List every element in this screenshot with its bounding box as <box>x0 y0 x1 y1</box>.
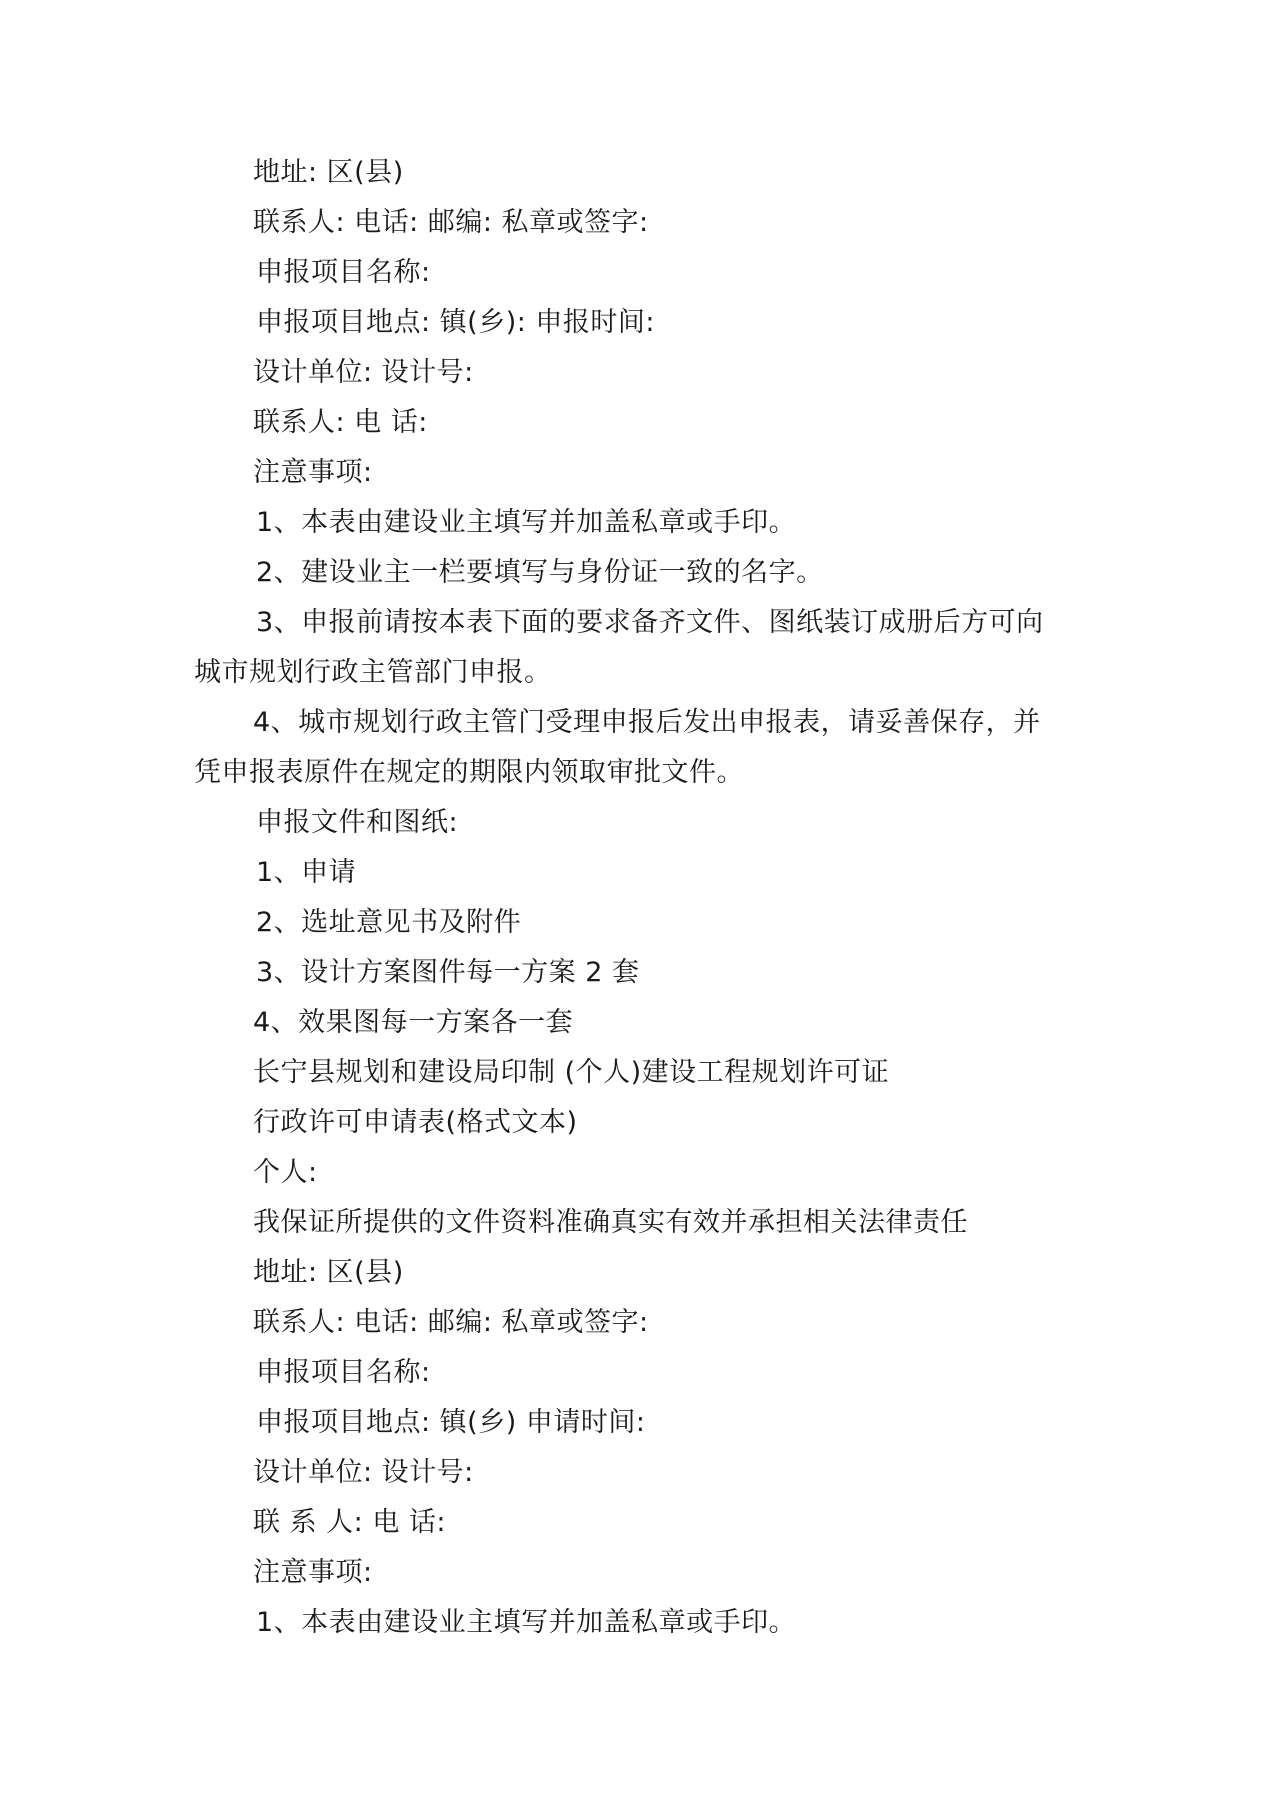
text-line: 我保证所提供的文件资料准确真实有效并承担相关法律责任 <box>253 1207 968 1238</box>
text-line: 申报项目名称: <box>256 257 431 288</box>
text-line: 1、申请 <box>256 857 357 888</box>
text-line: 长宁县规划和建设局印制 (个人)建设工程规划许可证 <box>253 1057 890 1088</box>
text-line: 注意事项: <box>253 1557 373 1588</box>
text-line: 设计单位: 设计号: <box>253 357 474 388</box>
text-line: 4、城市规划行政主管门受理申报后发出申报表，请妥善保存，并 <box>253 707 1041 738</box>
text-line: 地址: 区(县) <box>253 1257 404 1288</box>
text-line: 2、选址意见书及附件 <box>256 907 522 938</box>
text-line: 城市规划行政主管部门申报。 <box>194 657 552 688</box>
text-line: 凭申报表原件在规定的期限内领取审批文件。 <box>194 757 744 788</box>
text-line: 注意事项: <box>253 457 373 488</box>
text-line: 个人: <box>253 1157 318 1188</box>
text-line: 3、设计方案图件每一方案 2 套 <box>256 957 640 988</box>
text-line: 联 系 人: 电 话: <box>253 1507 447 1538</box>
text-line: 1、本表由建设业主填写并加盖私章或手印。 <box>256 507 797 538</box>
text-line: 申报文件和图纸: <box>256 807 459 838</box>
text-line: 联系人: 电话: 邮编: 私章或签字: <box>253 207 649 238</box>
text-line: 申报项目地点: 镇(乡) 申请时间: <box>256 1407 646 1438</box>
text-line: 联系人: 电 话: <box>253 407 428 438</box>
text-line: 1、本表由建设业主填写并加盖私章或手印。 <box>256 1607 797 1638</box>
text-line: 3、申报前请按本表下面的要求备齐文件、图纸装订成册后方可向 <box>256 607 1044 638</box>
text-line: 4、效果图每一方案各一套 <box>253 1007 574 1038</box>
text-line: 联系人: 电话: 邮编: 私章或签字: <box>253 1307 649 1338</box>
text-line: 设计单位: 设计号: <box>253 1457 474 1488</box>
text-line: 申报项目名称: <box>256 1357 431 1388</box>
text-line: 2、建设业主一栏要填写与身份证一致的名字。 <box>256 557 824 588</box>
text-line: 地址: 区(县) <box>253 157 404 188</box>
text-line: 申报项目地点: 镇(乡): 申报时间: <box>256 307 656 338</box>
text-line: 行政许可申请表(格式文本) <box>253 1107 578 1138</box>
